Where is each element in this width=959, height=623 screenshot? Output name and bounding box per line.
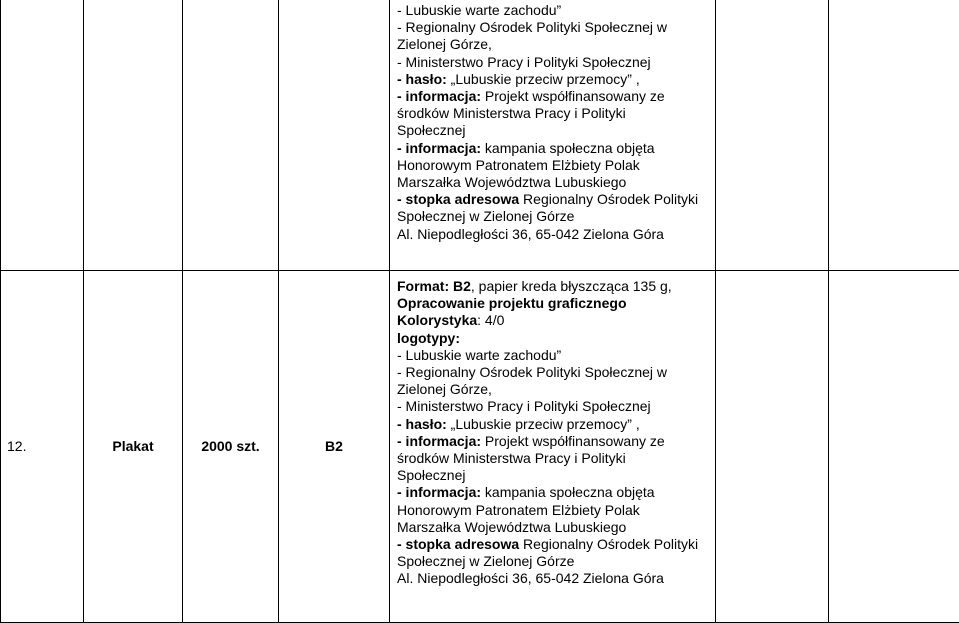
description-line — [397, 191, 711, 208]
text-segment: Projekt współfinansowany ze — [485, 88, 665, 104]
text-segment: - informacja: — [397, 484, 485, 500]
cell-empty-1 — [716, 0, 829, 271]
text-segment: „Lubuskie przeciw przemocy” , — [451, 71, 640, 87]
text-segment: - informacja: — [397, 433, 485, 449]
description-line — [397, 347, 711, 364]
text-segment: Społecznej — [397, 467, 466, 483]
text-segment: Społecznej w Zielonej Górze — [397, 553, 574, 569]
description-line — [397, 105, 711, 122]
description-line — [397, 553, 711, 570]
cell-quantity: 2000 szt. — [183, 271, 279, 623]
text-segment: Regionalny Ośrodek Polityki — [523, 191, 698, 207]
text-segment: - Lubuskie warte zachodu” — [397, 347, 561, 363]
text-segment: „Lubuskie przeciw przemocy” , — [451, 416, 640, 432]
cell-size — [279, 0, 390, 271]
cell-empty-1 — [716, 271, 829, 623]
text-segment: - Lubuskie warte zachodu” — [397, 2, 561, 18]
description-line — [397, 330, 711, 347]
text-segment: Społecznej w Zielonej Górze — [397, 208, 574, 224]
cell-description — [390, 271, 716, 623]
description-line — [397, 54, 711, 71]
text-segment: Marszałka Województwa Lubuskiego — [397, 174, 626, 190]
cell-name: Plakat — [84, 271, 183, 623]
text-segment: - Regionalny Ośrodek Polityki Społecznej w — [397, 19, 667, 35]
text-segment: - hasło: — [397, 71, 451, 87]
text-segment: - informacja: — [397, 140, 485, 156]
text-segment: Al. Niepodległości 36, 65-042 Zielona Góra — [397, 570, 664, 586]
description-line — [397, 2, 711, 19]
text-segment: , papier kreda błyszcząca 135 g, — [471, 278, 672, 294]
description-line — [397, 71, 711, 88]
description-line — [397, 19, 711, 36]
description-line — [397, 88, 711, 105]
text-segment: środków Ministerstwa Pracy i Polityki — [397, 450, 626, 466]
text-segment: - stopka adresowa — [397, 536, 523, 552]
description-line — [397, 519, 711, 536]
description-line — [397, 278, 711, 295]
text-segment: Zielonej Górze, — [397, 36, 492, 52]
text-segment: kampania społeczna objęta — [485, 140, 655, 156]
text-segment: - Ministerstwo Pracy i Polityki Społecznej — [397, 398, 651, 414]
description-line — [397, 467, 711, 484]
description-line — [397, 381, 711, 398]
description-line — [397, 433, 711, 450]
text-segment: - stopka adresowa — [397, 191, 523, 207]
description-line — [397, 140, 711, 157]
description-line — [397, 36, 711, 53]
text-segment: - informacja: — [397, 88, 485, 104]
text-segment: środków Ministerstwa Pracy i Polityki — [397, 105, 626, 121]
cell-quantity — [183, 0, 279, 271]
description-line — [397, 416, 711, 433]
description-line — [397, 174, 711, 191]
text-segment: Format: — [397, 278, 453, 294]
text-segment: Marszałka Województwa Lubuskiego — [397, 519, 626, 535]
description-line — [397, 570, 711, 587]
text-segment: - hasło: — [397, 416, 451, 432]
text-segment: Honorowym Patronatem Elżbiety Polak — [397, 157, 640, 173]
description-line — [397, 450, 711, 467]
description-lines — [397, 278, 711, 588]
text-segment: B2 — [453, 278, 471, 294]
table-row-continuation — [1, 0, 959, 271]
text-segment: Zielonej Górze, — [397, 381, 492, 397]
text-segment: Al. Niepodległości 36, 65-042 Zielona Góra — [397, 226, 664, 242]
description-line — [397, 364, 711, 381]
description-line — [397, 536, 711, 553]
description-line — [397, 157, 711, 174]
text-segment: logotypy: — [397, 330, 460, 346]
text-segment: Honorowym Patronatem Elżbiety Polak — [397, 502, 640, 518]
text-segment: : 4/0 — [477, 312, 504, 328]
text-segment: Kolorystyka — [397, 312, 477, 328]
text-segment: - Regionalny Ośrodek Polityki Społecznej w — [397, 364, 667, 380]
text-segment: kampania społeczna objęta — [485, 484, 655, 500]
text-segment: Opracowanie projektu graficznego — [397, 295, 627, 311]
cell-description — [390, 0, 716, 271]
cell-number — [1, 0, 84, 271]
description-lines — [397, 2, 711, 243]
cell-number: 12. — [1, 271, 84, 623]
cell-size: B2 — [279, 271, 390, 623]
description-line — [397, 398, 711, 415]
description-line — [397, 484, 711, 501]
cell-name — [84, 0, 183, 271]
description-line — [397, 208, 711, 225]
description-line — [397, 502, 711, 519]
text-segment: - Ministerstwo Pracy i Polityki Społecznej — [397, 54, 651, 70]
text-segment: Projekt współfinansowany ze — [485, 433, 665, 449]
cell-empty-2 — [829, 271, 959, 623]
description-line — [397, 226, 711, 243]
description-line — [397, 295, 711, 312]
description-line — [397, 122, 711, 139]
cell-empty-2 — [829, 0, 959, 271]
description-line — [397, 312, 711, 329]
text-segment: Regionalny Ośrodek Polityki — [523, 536, 698, 552]
text-segment: Społecznej — [397, 122, 466, 138]
table-row-12 — [1, 271, 959, 623]
